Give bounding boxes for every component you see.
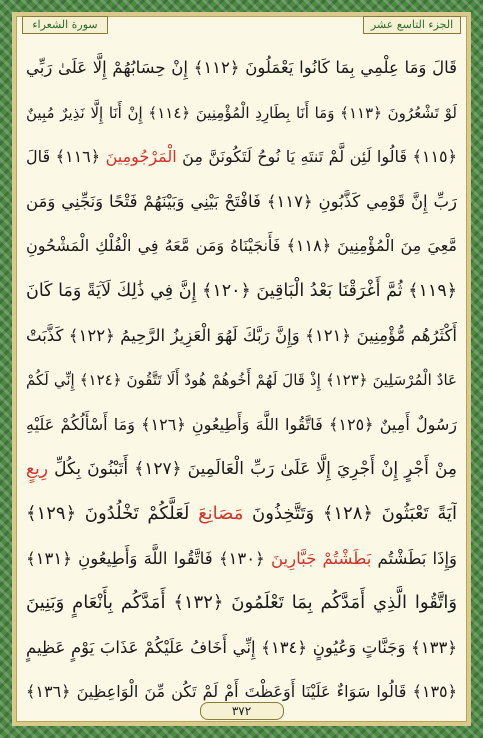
verse-text: رَسُولٌ أَمِينٌ ﴿١٢٥﴾ فَاتَّقُوا اللَّهَ وَأَطِيعُونِ ﴿١٢٦﴾ وَمَا أَسْأَلُكُمْ عَلَيْهِ (26, 414, 457, 434)
verse-text: وَاتَّقُوا الَّذِي أَمَدَّكُم بِمَا تَعْلَمُونَ ﴿١٣٢﴾ أَمَدَّكُم بِأَنْعَامٍ وَبَنِينَ (26, 592, 457, 614)
verse-text: ﴿١١٦﴾ قَالَ (26, 147, 106, 167)
highlighted-word: بَطَشْتُمْ جَبَّارِينَ (271, 548, 372, 568)
verse-text: مِنْ أَجْرٍ إِنْ أَجْرِيَ إِلَّا عَلَىٰ رَبِّ الْعَالَمِينَ ﴿١٢٧﴾ أَتَبْنُونَ بِكُلِّ (48, 459, 457, 480)
verse-text: ﴿١٣٥﴾ قَالُوا سَوَاءٌ عَلَيْنَا أَوَعَظْتَ أَمْ لَمْ تَكُن مِّنَ الْوَاعِظِينَ ﴿١٣٦﴾ (26, 682, 457, 702)
verse-text: مَّعِيَ مِنَ الْمُؤْمِنِينَ ﴿١١٨﴾ فَأَنجَيْنَاهُ وَمَن مَّعَهُ فِي الْفُلْكِ الْمَشْحُونِ (26, 236, 457, 256)
verse-text: لَوْ تَشْعُرُونَ ﴿١١٣﴾ وَمَا أَنَا بِطَارِدِ الْمُؤْمِنِينَ ﴿١١٤﴾ إِنْ أَنَا إِلَّا نَذِيرٌ مُبِينٌ (26, 103, 457, 122)
verse-line (26, 46, 457, 91)
mushaf-page (16, 16, 467, 722)
verse-text: أَكْثَرُهُم مُّؤْمِنِينَ ﴿١٢١﴾ وَإِنَّ رَبَّكَ لَهُوَ الْعَزِيزُ الرَّحِيمُ ﴿١٢٢﴾ كَذَّبَتْ (26, 325, 457, 345)
verse-line (26, 224, 457, 269)
juz-label: الجزء التاسع عشر (363, 16, 461, 34)
verse-line (26, 180, 457, 225)
verse-text: وَإِذَا بَطَشْتُم (371, 548, 457, 568)
verse-line (26, 492, 457, 537)
verse-text: ﴿١١٥﴾ قَالُوا لَئِن لَّمْ تَنتَهِ يَا نُوحُ لَتَكُونَنَّ مِنَ (176, 147, 457, 167)
verse-line (26, 581, 457, 626)
verse-text: ﴿١٣٠﴾ فَاتَّقُوا اللَّهَ وَأَطِيعُونِ ﴿١٣١﴾ (26, 548, 271, 568)
verse-text: آيَةً تَعْبَثُونَ ﴿١٢٨﴾ وَتَتَّخِذُونَ (243, 502, 457, 524)
highlighted-word: الْمَرْجُومِينَ (105, 147, 177, 167)
verse-line (26, 314, 457, 359)
page-header (16, 16, 467, 34)
verse-text: عَادٌ الْمُرْسَلِينَ ﴿١٢٣﴾ إِذْ قَالَ لَهُمْ أَخُوهُمْ هُودٌ أَلَا تَتَّقُونَ ﴿١٢٤﴾ إِنِّي لَكُمْ (26, 371, 457, 390)
page-number: ٣٧٢ (200, 702, 284, 720)
verse-line (26, 626, 457, 671)
verse-text: قَالَ وَمَا عِلْمِي بِمَا كَانُوا يَعْمَلُونَ ﴿١١٢﴾ إِنْ حِسَابُهُمْ إِلَّا عَلَىٰ رَبِّي (26, 58, 457, 77)
highlighted-word: رِيعٍ (26, 459, 48, 480)
verse-line (26, 269, 457, 314)
verse-text: رَبِّ إِنَّ قَوْمِي كَذَّبُونِ ﴿١١٧﴾ فَافْتَحْ بَيْنِي وَبَيْنَهُمْ فَتْحًا وَنَجِّنِي وَمَن (26, 191, 457, 211)
verse-text: ﴿١١٩﴾ ثُمَّ أَغْرَقْنَا بَعْدُ الْبَاقِينَ ﴿١٢٠﴾ إِنَّ فِي ذَٰلِكَ لَآيَةً وَمَا كَانَ (26, 280, 457, 301)
verse-line (26, 91, 457, 136)
surah-label: سورة الشعراء (22, 16, 108, 34)
verse-line (26, 447, 457, 492)
verse-line (26, 537, 457, 582)
verse-line (26, 135, 457, 180)
verse-text: لَعَلَّكُمْ تَخْلُدُونَ ﴿١٢٩﴾ (26, 502, 199, 524)
verse-text: ﴿١٣٣﴾ وَجَنَّاتٍ وَعُيُونٍ ﴿١٣٤﴾ إِنِّي أَخَافُ عَلَيْكُمْ عَذَابَ يَوْمٍ عَظِيمٍ (26, 637, 457, 657)
verse-lines (26, 46, 457, 715)
verse-line (26, 403, 457, 448)
highlighted-word: مَصَانِعَ (198, 502, 244, 524)
verse-line (26, 358, 457, 403)
